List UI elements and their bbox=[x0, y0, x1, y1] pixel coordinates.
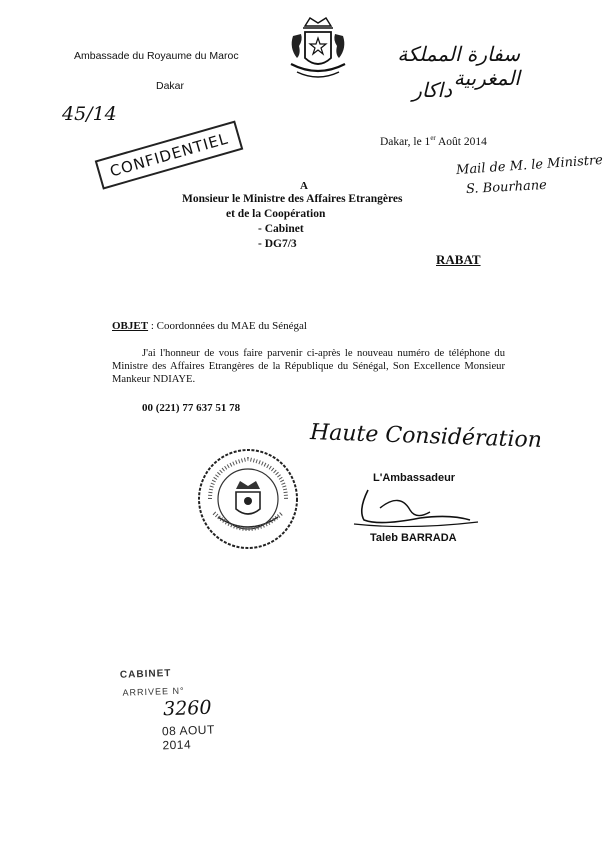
subject-line bbox=[112, 320, 307, 332]
reception-number: 3260 bbox=[162, 696, 212, 721]
recipient-city: RABAT bbox=[436, 252, 481, 267]
recipient-line2: et de la Coopération bbox=[226, 208, 326, 220]
letter-date bbox=[380, 134, 487, 148]
reception-stamp-line2: ARRIVEE N° bbox=[122, 685, 185, 698]
body-paragraph: J'ai l'honneur de vous faire parvenir ci-après le nouveau numéro de téléphone du Ministre des Affaires Etrangères de la République du Sénégal, Son Excellence Monsieur Mankeur NDIAYE. bbox=[112, 348, 505, 385]
date-superscript: er bbox=[430, 134, 436, 142]
reception-stamp-line1: CABINET bbox=[119, 668, 172, 681]
handwritten-ref-number: 45/14 bbox=[62, 103, 117, 125]
arabic-embassy-city: داكار bbox=[412, 78, 452, 102]
coat-of-arms-emblem bbox=[283, 14, 353, 88]
recipient-a: A bbox=[300, 180, 308, 192]
official-seal-emblem bbox=[196, 447, 300, 551]
signatory-name: Taleb BARRADA bbox=[370, 532, 457, 544]
recipient-line4: - DG7/3 bbox=[258, 238, 297, 250]
recipient-line3: - Cabinet bbox=[258, 223, 304, 235]
margin-note-line1: Mail de M. le Ministre bbox=[455, 152, 604, 179]
subject-label: OBJET bbox=[112, 320, 149, 332]
margin-note-line2: S. Bourhane bbox=[465, 177, 548, 198]
embassy-name: Ambassade du Royaume du Maroc bbox=[74, 50, 239, 62]
confidential-stamp: CONFIDENTIEL bbox=[95, 120, 244, 189]
signatory-title: L'Ambassadeur bbox=[373, 472, 456, 484]
embassy-city: Dakar bbox=[156, 80, 185, 92]
handwritten-closing: Haute Considération bbox=[309, 419, 543, 454]
date-rest: Août 2014 bbox=[435, 135, 487, 148]
recipient-line1: Monsieur le Ministre des Affaires Etrangères bbox=[182, 193, 403, 205]
signature-scribble bbox=[350, 482, 485, 532]
subject-text: : Coordonnées du MAE du Sénégal bbox=[148, 320, 307, 332]
reception-date: 08 AOUT 2014 bbox=[161, 722, 215, 753]
date-prefix: Dakar, le 1 bbox=[380, 135, 431, 148]
arabic-embassy-name: سفارة المملكة المغربية bbox=[397, 42, 520, 90]
phone-number: 00 (221) 77 637 51 78 bbox=[142, 402, 241, 414]
reception-stamp bbox=[112, 658, 233, 753]
